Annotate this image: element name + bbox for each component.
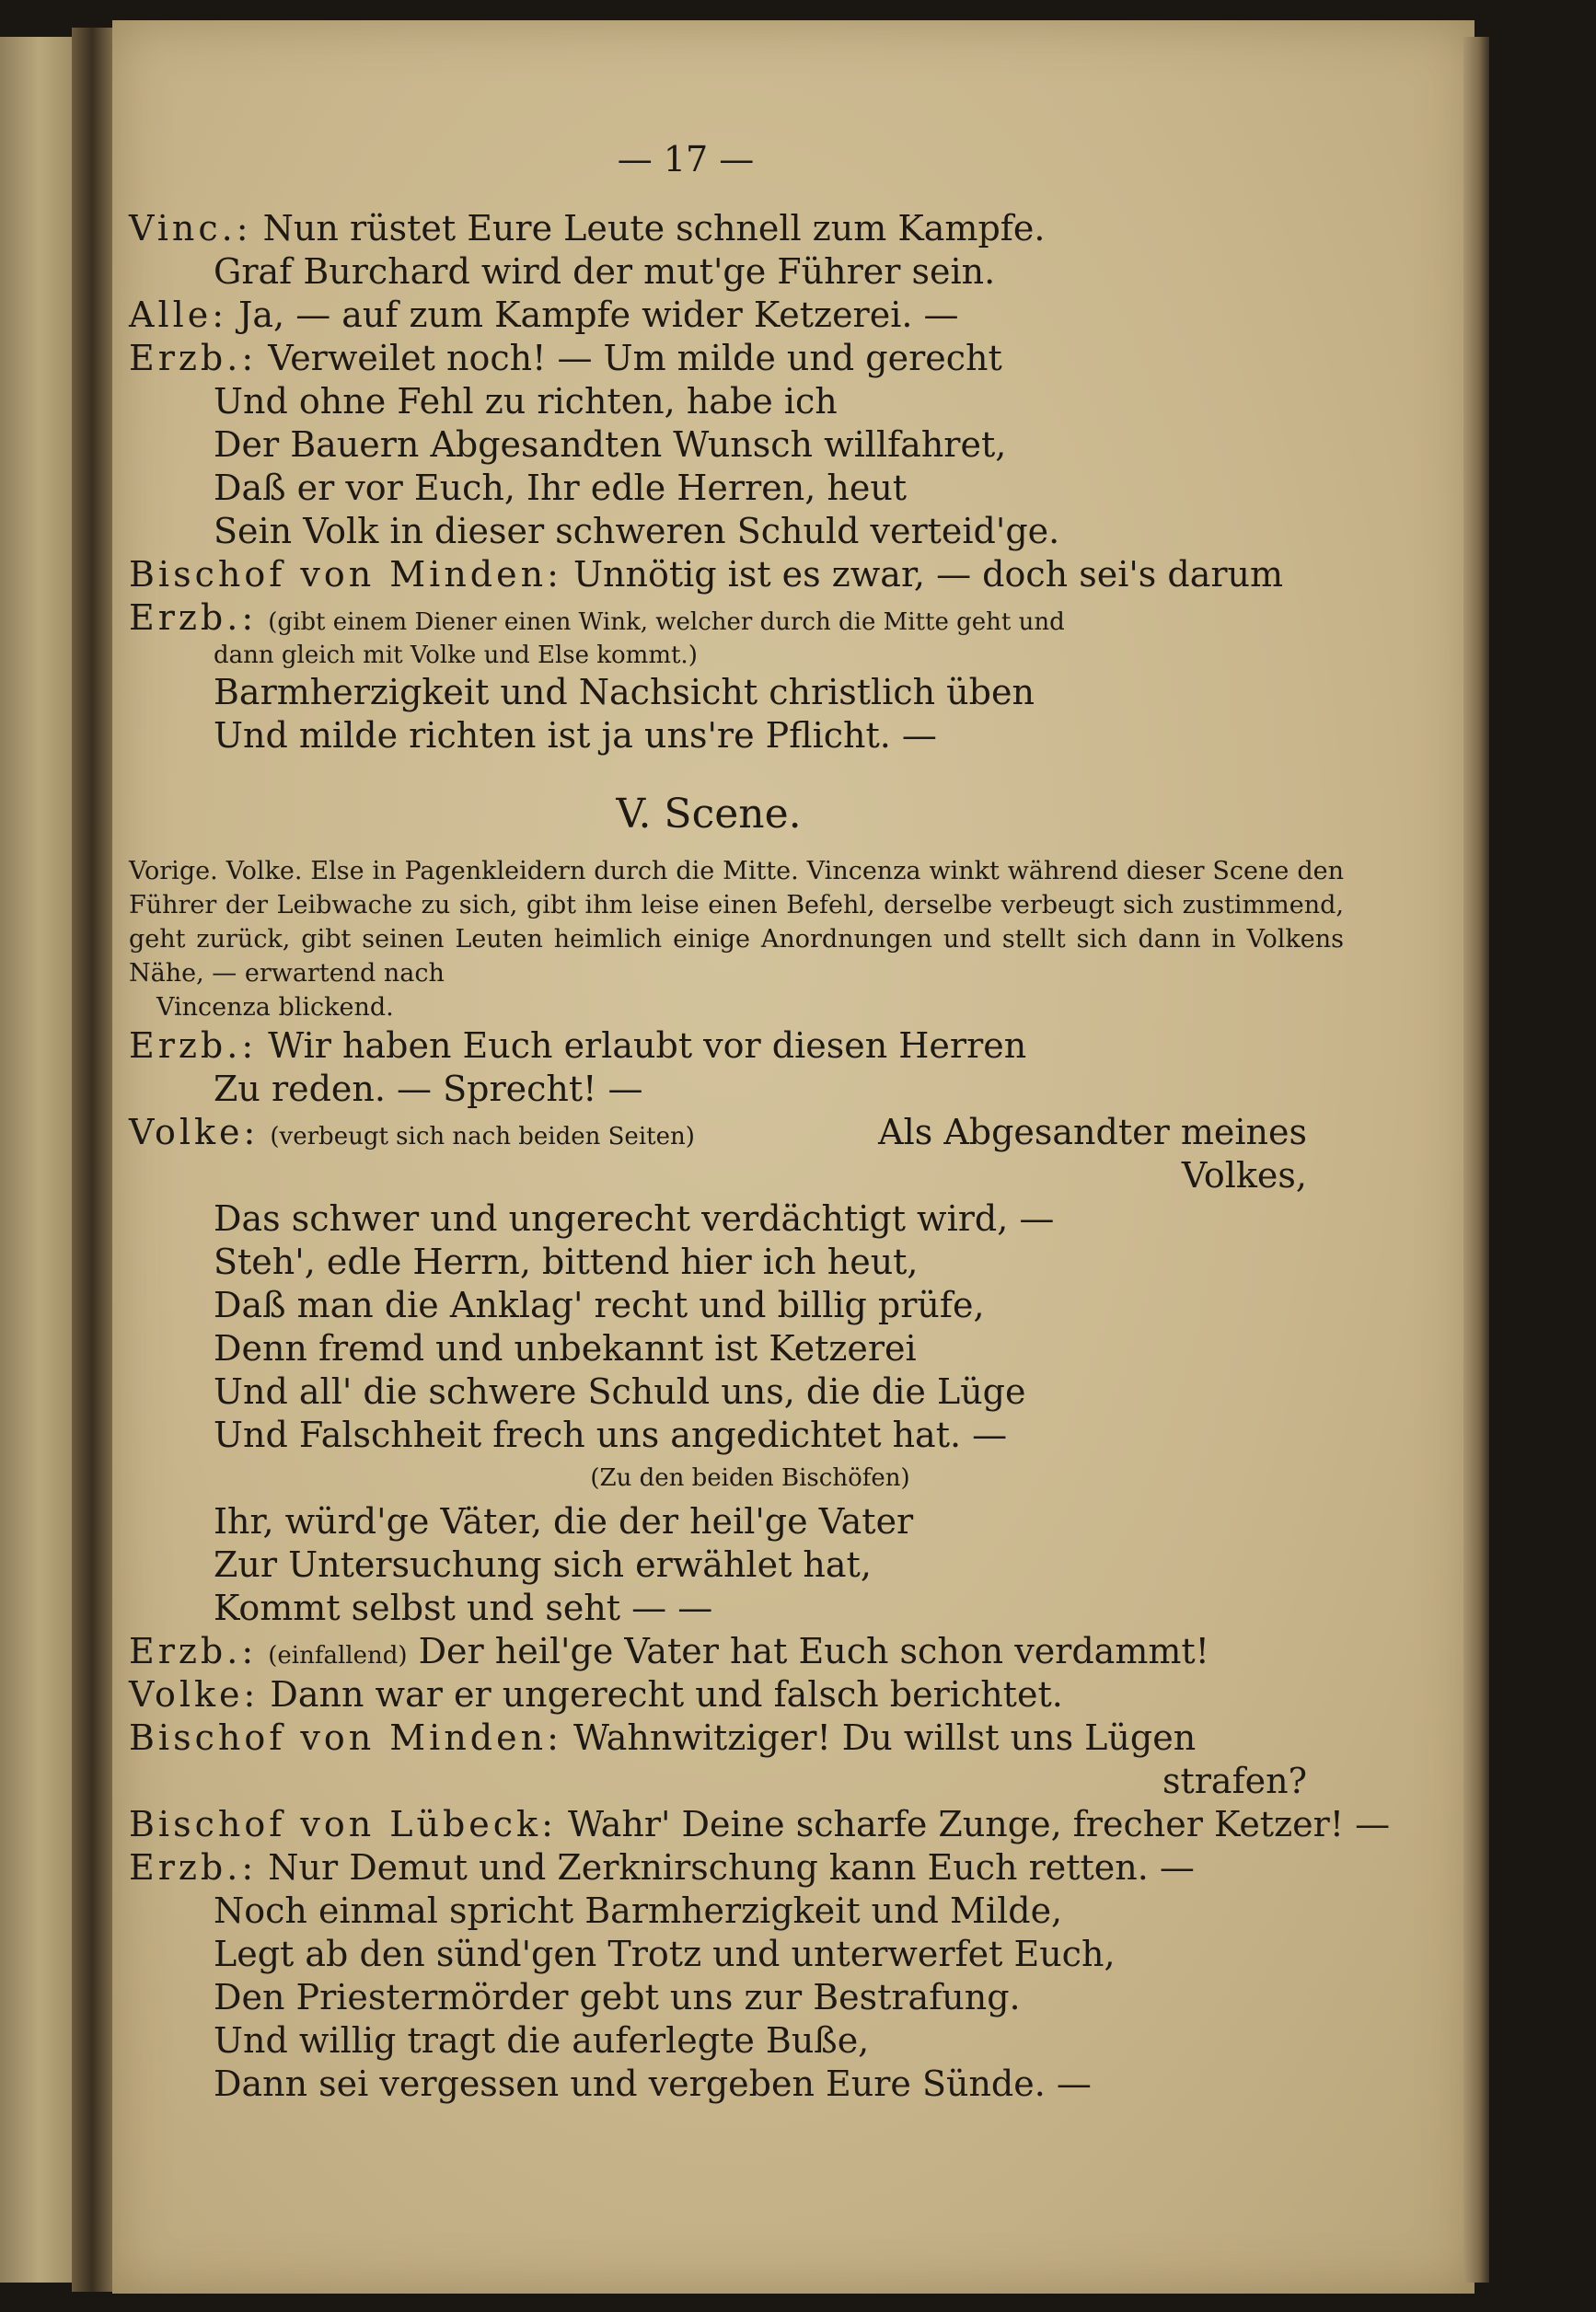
dialogue-line: Denn fremd und unbekannt ist Ketzerei: [214, 1328, 917, 1369]
dialogue-line: Kommt selbst und seht — —: [214, 1588, 713, 1628]
dialogue-line: Steh', edle Herrn, bittend hier ich heut,: [214, 1242, 919, 1282]
stage-direction: (verbeugt sich nach beiden Seiten): [270, 1123, 695, 1150]
dialogue-line: Und all' die schwere Schuld uns, die die Lüge: [214, 1371, 1026, 1412]
book-gutter: [72, 28, 112, 2292]
dialogue-line: Noch einmal spricht Barmherzigkeit und Milde,: [214, 1890, 1063, 1931]
page-text: [129, 138, 1391, 2106]
dialogue-line: [129, 207, 1344, 250]
speaker: Alle:: [129, 295, 228, 335]
dialogue-text: Wir haben Euch erlaubt vor diesen Herren: [268, 1025, 1027, 1066]
dialogue-text: Nun rüstet Eure Leute schnell zum Kampfe.: [262, 208, 1046, 249]
dialogue-line: [129, 553, 1344, 596]
dialogue-text: Dann war er ungerecht und falsch berichtet.: [270, 1674, 1063, 1715]
dialogue-text: Verweilet noch! — Um milde und gerecht: [268, 338, 1002, 378]
speaker: Bischof von Lübeck:: [129, 1804, 557, 1844]
scene-heading: V. Scene.: [616, 791, 802, 838]
speaker: Volke:: [129, 1674, 260, 1715]
speaker: Erzb.:: [129, 1631, 258, 1671]
stage-direction: dann gleich mit Volke und Else kommt.): [214, 642, 698, 669]
scene-stage-direction: Vorige. Volke. Else in Pagenkleidern durch die Mitte. Vincenza winkt während dieser Scene den Führer der Leibwache zu sich, gibt ihm leise einen Befehl, derselbe verbeugt sich zustimmend, geht zurück, gibt seinen Leuten heimlich einige Anordnungen und stellt sich dann in Volkens Nähe, — erwartend nach: [129, 857, 1344, 988]
speaker: Erzb.:: [129, 1025, 258, 1066]
page-stack-edge: [1463, 37, 1489, 2283]
dialogue-line: Sein Volk in dieser schweren Schuld verteid'ge.: [214, 511, 1060, 551]
speaker: Bischof von Minden:: [129, 554, 562, 595]
dialogue-line: [129, 1846, 1344, 1890]
dialogue-line: [129, 337, 1344, 380]
dialogue-line: Der Bauern Abgesandten Wunsch willfahret,: [214, 424, 1007, 465]
dialogue-line: Daß er vor Euch, Ihr edle Herren, heut: [214, 468, 908, 508]
dialogue-line: Ihr, würd'ge Väter, die der heil'ge Vater: [214, 1501, 914, 1542]
dialogue-line: Den Priestermörder gebt uns zur Bestrafung.: [214, 1977, 1021, 2017]
stage-direction: (einfallend): [268, 1642, 408, 1670]
dialogue-line: Barmherzigkeit und Nachsicht christlich üben: [214, 672, 1035, 712]
speaker: Erzb.:: [129, 338, 258, 378]
dialogue-text: Ja, — auf zum Kampfe wider Ketzerei. —: [238, 295, 959, 335]
dialogue-line: Und ohne Fehl zu richten, habe ich: [214, 381, 838, 422]
dialogue-line: Zur Untersuchung sich erwählet hat,: [214, 1544, 872, 1585]
dialogue-wrap: strafen?: [1162, 1761, 1307, 1801]
stage-direction: (Zu den beiden Bischöfen): [590, 1464, 910, 1492]
dialogue-line: Legt ab den sünd'gen Trotz und unterwerfet Euch,: [214, 1934, 1116, 1974]
dialogue-text: Wahr' Deine scharfe Zunge, frecher Ketzer! —: [567, 1804, 1391, 1844]
speaker: Bischof von Minden:: [129, 1717, 562, 1758]
dialogue-text: Wahnwitziger! Du willst uns Lügen: [572, 1717, 1197, 1758]
dialogue-line: Zu reden. — Sprecht! —: [214, 1069, 643, 1109]
dialogue-line: [129, 596, 1344, 640]
previous-page-edge: [0, 37, 72, 2283]
scene-stage-direction-end: Vincenza blickend.: [156, 993, 394, 1022]
speaker: Volke:: [129, 1112, 260, 1152]
dialogue-text: Nur Demut und Zerknirschung kann Euch retten. —: [268, 1847, 1195, 1888]
dialogue-text: Als Abgesandter meines: [878, 1112, 1307, 1152]
dialogue-text: Unnötig ist es zwar, — doch sei's darum: [572, 554, 1284, 595]
dialogue-line: [129, 1024, 1344, 1068]
dialogue-line: [129, 294, 1344, 337]
dialogue-line: Und Falschheit frech uns angedichtet hat. —: [214, 1415, 1008, 1455]
page-number: — 17 —: [617, 139, 755, 179]
dialogue-line: Und milde richten ist ja uns're Pflicht. —: [214, 715, 937, 756]
dialogue-text: Der heil'ge Vater hat Euch schon verdammt!: [418, 1631, 1209, 1671]
dialogue-wrap: Volkes,: [1181, 1155, 1307, 1196]
dialogue-line: [129, 1630, 1344, 1673]
dialogue-line: Das schwer und ungerecht verdächtigt wird, —: [214, 1198, 1055, 1239]
dialogue-line: [129, 1111, 1344, 1154]
dialogue-line: Daß man die Anklag' recht und billig prüfe,: [214, 1285, 985, 1325]
speaker: Erzb.:: [129, 1847, 258, 1888]
speaker: Vinc.:: [129, 208, 252, 249]
dialogue-line: Dann sei vergessen und vergeben Eure Sünde. —: [214, 2063, 1092, 2104]
dialogue-line: [129, 1717, 1344, 1760]
dialogue-line: Graf Burchard wird der mut'ge Führer sein.: [214, 251, 996, 292]
dialogue-line: [129, 1673, 1344, 1717]
dialogue-line: Und willig tragt die auferlegte Buße,: [214, 2020, 870, 2061]
dialogue-line: [129, 1803, 1391, 1846]
stage-direction: (gibt einem Diener einen Wink, welcher durch die Mitte geht und: [268, 608, 1065, 636]
speaker: Erzb.:: [129, 597, 258, 638]
